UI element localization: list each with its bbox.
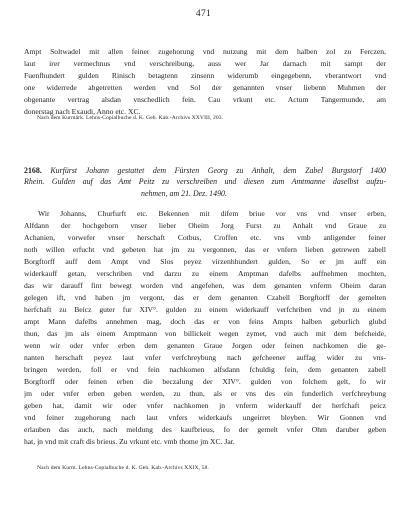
- document-source-note: Nach dem Kurm. Lehns-Copialbuche d. K. Geh. Kab.-Archivs XXIX, 58.: [37, 465, 209, 471]
- document-heading-text: Kurfürst Johann gestattet dem Fürsten Georg zu Anhalt, dem Zabel Burgstorf 1400: [50, 166, 386, 175]
- body-line: herfchaft zu Beicz guter fur XIV°. gulden zu einem widerkauff verfchriben vnd jn zu einem: [24, 305, 386, 314]
- body-line: widerkauff getan, verschriben vnd darzu zu einem Amptman dafelbs auffnehmen mochten,: [24, 269, 386, 278]
- body-line: Wir Johanns, Churfurft etc. Bekennen mit difem briue vor vns vnd vnser erben,: [38, 209, 386, 218]
- page-number: 471: [195, 9, 212, 19]
- document-heading-line: [24, 165, 386, 176]
- body-line: ampt Mann dafelbs annehmen mag, doch das er von feins Ampts halben geburlich glubd: [24, 317, 386, 326]
- body-line: Alfdann der hochgeborn vnser lieber Oheim Jorg Furst zu Anhalt vnd Graue zu: [24, 221, 386, 230]
- body-line: Borgftorff auff dem Ampt vnd Slos peyez virzenhhundert gulden, So er jm auff ein: [24, 257, 386, 266]
- body-line: jm oder vnfer erben geben werden, zu thun, als er vns des ein funderlich verfchreybung: [24, 389, 386, 398]
- fragment-line: donerstag nach Exaudi, Anno etc. XC.: [24, 107, 141, 116]
- document-body: [24, 208, 386, 448]
- body-line: thun, das jm als einem Amptmann von billickeit wegen zymet, vnd auch mit dem befcheide,: [24, 329, 386, 338]
- body-line: noth willen erfucht vnd gebeten hat jm zu vergonnen, das er vnfern lieben getrewen zabell: [24, 245, 386, 254]
- body-line: gelegen ift, vnd haben jm vergont, das er dem genanten Czabell Borgftorff der gemelten: [24, 293, 386, 302]
- body-line: bringen werden, foll er vnd fein nachkomen alfsdann fchuldig fein, dem genanten zabell: [24, 365, 386, 374]
- body-line: Achanien, vorwefer vnser herschaft Cotbus, Croffen etc. vns vmb anligender feiner: [24, 233, 386, 242]
- document-heading-line: Rhein. Gulden auf das Amt Peitz zu verschreiben und diesen zum Amtmanne daselbst aufzu-: [24, 177, 386, 187]
- fragment-source-note: Nach dem Kurmärk. Lehns-Copialbuche d. K. Geh. Kab.-Archivs XXVIII, 203.: [37, 115, 224, 121]
- document-heading-line: nehmen, am 21. Dez. 1490.: [141, 188, 227, 198]
- fragment-line: Ampt Soltwadel mit allen feiner zugehorung vnd nutzung mit dem halben zol zu Ferczen,: [24, 47, 386, 56]
- fragment-line: obgenante vertrag alsdan vnschedlich fein. Cau vrkunt etc. Actum Tangermunde, am: [24, 95, 386, 104]
- body-line: erlauben das auch, nach meldung des kaufbrieus, fo der gemelt vnfer Ohm daruber geben: [24, 425, 386, 434]
- body-line: wenn wir oder vnfer erben dem genanten Graue Jorgen oder feinen nachkomen die ge-: [24, 341, 386, 350]
- body-line: geben hat, damit wir oder vnfer nachkomen jn vnferm widerkauff der herfchaft peicz: [24, 401, 386, 410]
- fragment-line: Fuenfhundert gulden Rinisch betagtenn zinsenn widerumb eingegebenn, vberantwort vnd: [24, 71, 386, 80]
- document-heading: [24, 165, 386, 199]
- body-line: nanten herschaft peyez laut vnfer verfchreybung nach gefcheener auffag wider zu vns-: [24, 353, 386, 362]
- body-line: das wir darauff fint bewegt worden vnd angefehen, was dem genanten vnferm Oheim daran: [24, 281, 386, 290]
- body-line: vnd feiner zugehorung nach laut vnfers widerkaufs ungeirret bleyben. Wir Gonnen vnd: [24, 413, 386, 422]
- fragment-line: laut irer vermechnus vnd verschreibung, auss wer Jar darnach mit sampt der: [24, 59, 386, 68]
- document-number: 2168.: [24, 166, 42, 175]
- body-line: hat, jn vnd mit craft dis brieus. Zu vrkunt etc. vmb thome jm XC. Jar.: [24, 437, 235, 446]
- body-line: Borgftorff oder feinen erben die beczalung der XIV°. gulden von folchem gelt, fo wir: [24, 377, 386, 386]
- fragment-line: one widerrede abgetretten werden vnd Sol der genannten vnser liebenn Muhmen der: [24, 83, 386, 92]
- previous-document-fragment: [24, 46, 386, 118]
